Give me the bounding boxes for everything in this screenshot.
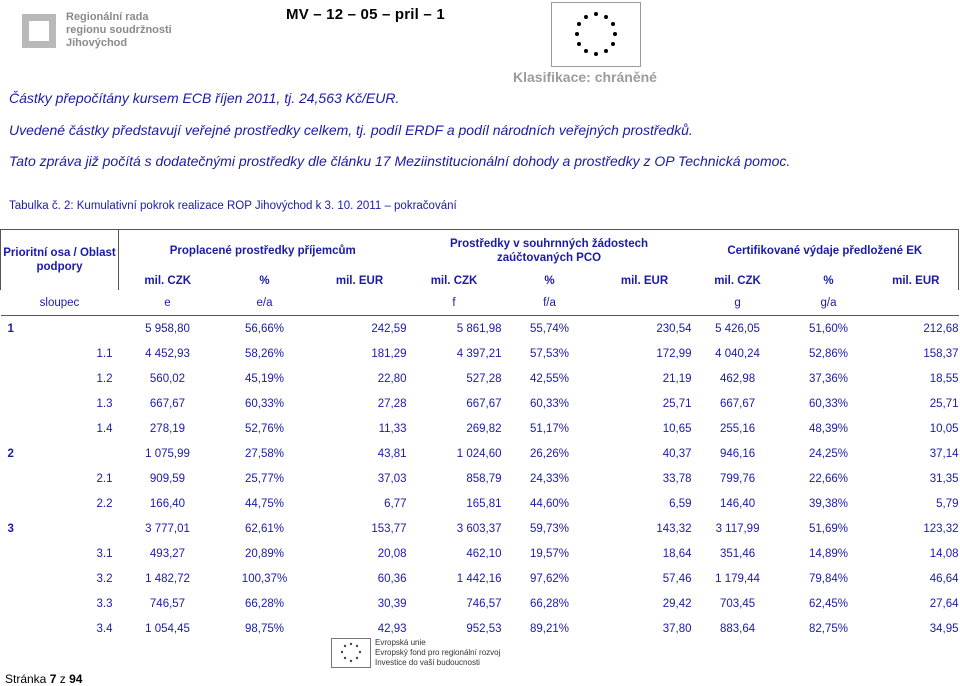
row-label: 3.1 xyxy=(96,547,113,560)
table-cell: 59,73% xyxy=(530,522,570,535)
table-row xyxy=(1,416,959,441)
table-cell: 255,16 xyxy=(719,422,756,435)
classification-label: Klasifikace: chráněné xyxy=(513,69,657,85)
table-cell: 165,81 xyxy=(466,497,502,510)
table-cell: 123,32 xyxy=(923,522,959,535)
table-cell: 493,27 xyxy=(149,547,186,560)
column-code xyxy=(598,290,692,316)
table-cell: 1 442,16 xyxy=(456,572,502,585)
table-cell: 58,26% xyxy=(244,347,284,360)
eu-flag-icon xyxy=(551,2,641,67)
table-cell: 34,95 xyxy=(929,622,959,635)
table-cell: 100,37% xyxy=(241,572,288,585)
table-cell: 48,39% xyxy=(809,422,849,435)
unit-header: mil. CZK xyxy=(144,274,192,287)
table-cell: 37,80 xyxy=(662,622,692,635)
row-label: 1.2 xyxy=(96,372,113,385)
logo-square-icon xyxy=(22,14,56,48)
table-cell: 1 054,45 xyxy=(145,622,190,635)
unit-header: mil. EUR xyxy=(874,271,959,290)
table-row xyxy=(1,366,959,391)
table-cell: 66,28% xyxy=(530,597,570,610)
note-public-funds: Uvedené částky představují veřejné prostředky celkem, tj. podíl ERDF a podíl národních veřejných prostředků. xyxy=(9,122,693,138)
table-cell: 153,77 xyxy=(371,522,407,535)
table-cell: 242,59 xyxy=(371,322,407,335)
table-cell: 60,33% xyxy=(244,397,284,410)
logo-line-1: Regionální rada xyxy=(66,11,149,23)
table-cell: 46,64 xyxy=(929,572,959,585)
unit-header: % xyxy=(259,274,270,287)
table-cell: 52,86% xyxy=(809,347,849,360)
table-cell: 3 777,01 xyxy=(145,522,190,535)
table-cell: 6,77 xyxy=(384,497,407,510)
table-cell: 79,84% xyxy=(809,572,849,585)
table-cell: 6,59 xyxy=(669,497,692,510)
table-cell: 66,28% xyxy=(244,597,284,610)
table-cell: 24,33% xyxy=(530,472,570,485)
table-cell: 52,76% xyxy=(244,422,284,435)
row-label: 2 xyxy=(7,447,14,460)
table-unit-row xyxy=(1,271,959,290)
eu-text-line: Investice do vaší budoucnosti xyxy=(375,658,480,667)
table-row xyxy=(1,316,959,342)
table-cell: 1 024,60 xyxy=(456,447,502,460)
table-cell: 51,60% xyxy=(809,322,849,335)
table-cell: 60,33% xyxy=(530,397,570,410)
table-cell: 42,93 xyxy=(377,622,407,635)
table-cell: 1 179,44 xyxy=(715,572,760,585)
table-cell: 43,81 xyxy=(377,447,407,460)
table-cell: 30,39 xyxy=(377,597,407,610)
row-label: 3 xyxy=(7,522,14,535)
table-cell: 89,21% xyxy=(530,622,570,635)
progress-table xyxy=(0,229,959,641)
row-label: 3.2 xyxy=(96,572,113,585)
table-cell: 27,64 xyxy=(929,597,959,610)
table-cell: 98,75% xyxy=(244,622,284,635)
table-cell: 146,40 xyxy=(719,497,756,510)
column-code: f/a xyxy=(502,290,598,316)
column-code: g xyxy=(692,290,784,316)
table-cell: 25,77% xyxy=(244,472,284,485)
table-cell: 10,05 xyxy=(929,422,959,435)
table-cell: 20,08 xyxy=(377,547,407,560)
table-cell: 57,53% xyxy=(530,347,570,360)
table-cell: 746,57 xyxy=(466,597,502,610)
table-cell: 21,19 xyxy=(662,372,692,385)
table-cell: 18,64 xyxy=(662,547,692,560)
table-cell: 14,89% xyxy=(809,547,849,560)
table-cell: 5 958,80 xyxy=(145,322,190,335)
table-cell: 560,02 xyxy=(149,372,186,385)
row-label: 1.3 xyxy=(96,397,113,410)
table-cell: 44,75% xyxy=(244,497,284,510)
page-prefix: Stránka xyxy=(5,672,47,686)
table-cell: 37,36% xyxy=(809,372,849,385)
table-cell: 14,08 xyxy=(929,547,959,560)
table-cell: 799,76 xyxy=(719,472,756,485)
table-cell: 26,26% xyxy=(530,447,570,460)
group-header-paid: Proplacené prostředky příjemcům xyxy=(119,230,407,272)
col-header-priority: Prioritní osa / Oblast podpory xyxy=(1,230,119,291)
table-cell: 746,57 xyxy=(149,597,186,610)
table-cell: 22,66% xyxy=(809,472,849,485)
table-cell: 10,65 xyxy=(662,422,692,435)
table-cell: 20,89% xyxy=(244,547,284,560)
table-cell: 858,79 xyxy=(466,472,502,485)
row-label: 1.4 xyxy=(96,422,113,435)
table-cell: 37,03 xyxy=(377,472,407,485)
table-cell: 18,55 xyxy=(929,372,959,385)
table-cell: 667,67 xyxy=(719,397,756,410)
table-cell: 55,74% xyxy=(530,322,570,335)
table-cell: 278,19 xyxy=(149,422,186,435)
table-cell: 883,64 xyxy=(719,622,756,635)
eu-text-line: Evropská unie xyxy=(375,638,426,647)
table-row xyxy=(1,391,959,416)
table-cell: 25,71 xyxy=(662,397,692,410)
table-cell: 212,68 xyxy=(923,322,959,335)
table-cell: 230,54 xyxy=(656,322,692,335)
table-row xyxy=(1,441,959,466)
table-cell: 143,32 xyxy=(656,522,692,535)
table-cell: 703,45 xyxy=(719,597,756,610)
table-row xyxy=(1,341,959,366)
page-total: 94 xyxy=(69,672,83,686)
table-cell: 97,62% xyxy=(530,572,570,585)
page-number xyxy=(5,672,82,686)
note-exchange-rate: Částky přepočítány kursem ECB říjen 2011, tj. 24,563 Kč/EUR. xyxy=(9,90,400,106)
table-cell: 462,98 xyxy=(719,372,756,385)
table-cell: 269,82 xyxy=(466,422,502,435)
table-cell: 25,71 xyxy=(929,397,959,410)
table-cell: 1 482,72 xyxy=(145,572,190,585)
table-cell: 5,79 xyxy=(936,497,959,510)
eu-text-line: Evropský fond pro regionální rozvoj xyxy=(375,648,501,657)
page-mid: z xyxy=(59,672,66,686)
table-cell: 5 861,98 xyxy=(456,322,502,335)
eu-small-flag-icon xyxy=(331,638,371,668)
table-cell: 39,38% xyxy=(809,497,849,510)
table-cell: 667,67 xyxy=(149,397,186,410)
table-cell: 51,17% xyxy=(530,422,570,435)
table-cell: 51,69% xyxy=(809,522,849,535)
unit-header: % xyxy=(544,274,555,287)
table-row xyxy=(1,466,959,491)
column-code-row xyxy=(1,290,959,316)
table-cell: 11,33 xyxy=(378,422,407,435)
table-cell: 4 397,21 xyxy=(456,347,502,360)
table-cell: 1 075,99 xyxy=(145,447,190,460)
row-label: 1.1 xyxy=(96,347,113,360)
column-code: e xyxy=(119,290,217,316)
group-header-pco: Prostředky v souhrnných žádostech zaúčtovaných PCO xyxy=(407,230,692,272)
table-cell: 909,59 xyxy=(149,472,186,485)
table-cell: 37,14 xyxy=(929,447,959,460)
table-row xyxy=(1,591,959,616)
logo-line-3: Jihovýchod xyxy=(66,37,128,49)
column-code: f xyxy=(407,290,502,316)
table-cell: 19,57% xyxy=(530,547,570,560)
table-cell: 4 040,24 xyxy=(715,347,760,360)
page-current: 7 xyxy=(49,672,57,686)
table-row xyxy=(1,541,959,566)
unit-header: mil. EUR xyxy=(335,274,384,287)
table-cell: 172,99 xyxy=(656,347,692,360)
row-label: 1 xyxy=(7,322,14,335)
table-cell: 3 603,37 xyxy=(456,522,502,535)
table-cell: 27,28 xyxy=(377,397,407,410)
table-cell: 42,55% xyxy=(530,372,570,385)
column-code xyxy=(313,290,407,316)
eu-fund-logo xyxy=(331,636,521,674)
table-cell: 82,75% xyxy=(809,622,849,635)
row-label: 2.2 xyxy=(96,497,113,510)
table-row xyxy=(1,566,959,591)
column-row-label: sloupec xyxy=(1,290,119,316)
table-cell: 946,16 xyxy=(719,447,756,460)
table-cell: 62,61% xyxy=(244,522,284,535)
note-additional-funds: Tato zpráva již počítá s dodatečnými prostředky dle článku 17 Meziinstitucionální dohody a prostředky z OP Technická pomoc. xyxy=(9,153,791,169)
table-cell: 952,53 xyxy=(466,622,502,635)
table-cell: 31,35 xyxy=(929,472,959,485)
row-label: 3.4 xyxy=(96,622,113,635)
table-cell: 181,29 xyxy=(371,347,407,360)
column-code: g/a xyxy=(784,290,874,316)
unit-header: mil. CZK xyxy=(714,274,761,287)
table-cell: 462,10 xyxy=(466,547,502,560)
table-cell: 527,28 xyxy=(466,372,502,385)
table-cell: 667,67 xyxy=(466,397,502,410)
table-cell: 40,37 xyxy=(662,447,692,460)
table-row xyxy=(1,516,959,541)
column-code: e/a xyxy=(217,290,313,316)
unit-header: mil. CZK xyxy=(430,274,478,287)
table-cell: 62,45% xyxy=(809,597,849,610)
table-caption: Tabulka č. 2: Kumulativní pokrok realizace ROP Jihovýchod k 3. 10. 2011 – pokračování xyxy=(9,200,457,212)
table-cell: 27,58% xyxy=(244,447,284,460)
table-cell: 45,19% xyxy=(244,372,284,385)
table-cell: 44,60% xyxy=(530,497,570,510)
row-label: 2.1 xyxy=(96,472,113,485)
table-cell: 56,66% xyxy=(244,322,284,335)
table-cell: 60,33% xyxy=(809,397,849,410)
table-cell: 33,78 xyxy=(662,472,692,485)
row-label: 3.3 xyxy=(96,597,113,610)
table-cell: 29,42 xyxy=(662,597,692,610)
unit-header: mil. EUR xyxy=(620,274,669,287)
table-cell: 351,46 xyxy=(719,547,756,560)
unit-header: % xyxy=(823,274,834,287)
table-cell: 5 426,05 xyxy=(715,322,760,335)
table-cell: 166,40 xyxy=(149,497,186,510)
document-code: MV – 12 – 05 – pril – 1 xyxy=(286,6,445,23)
table-header-row xyxy=(1,230,959,272)
table-cell: 24,25% xyxy=(809,447,849,460)
table-cell: 3 117,99 xyxy=(715,522,760,535)
logo-line-2: regionu soudržnosti xyxy=(66,24,172,36)
table-cell: 4 452,93 xyxy=(145,347,190,360)
group-header-certified: Certifikované výdaje předložené EK xyxy=(692,230,959,272)
table-cell: 22,80 xyxy=(377,372,407,385)
table-row xyxy=(1,491,959,516)
regional-council-logo xyxy=(22,6,217,66)
column-code xyxy=(874,290,959,316)
table-cell: 60,36 xyxy=(377,572,407,585)
table-cell: 158,37 xyxy=(923,347,959,360)
table-cell: 57,46 xyxy=(662,572,692,585)
